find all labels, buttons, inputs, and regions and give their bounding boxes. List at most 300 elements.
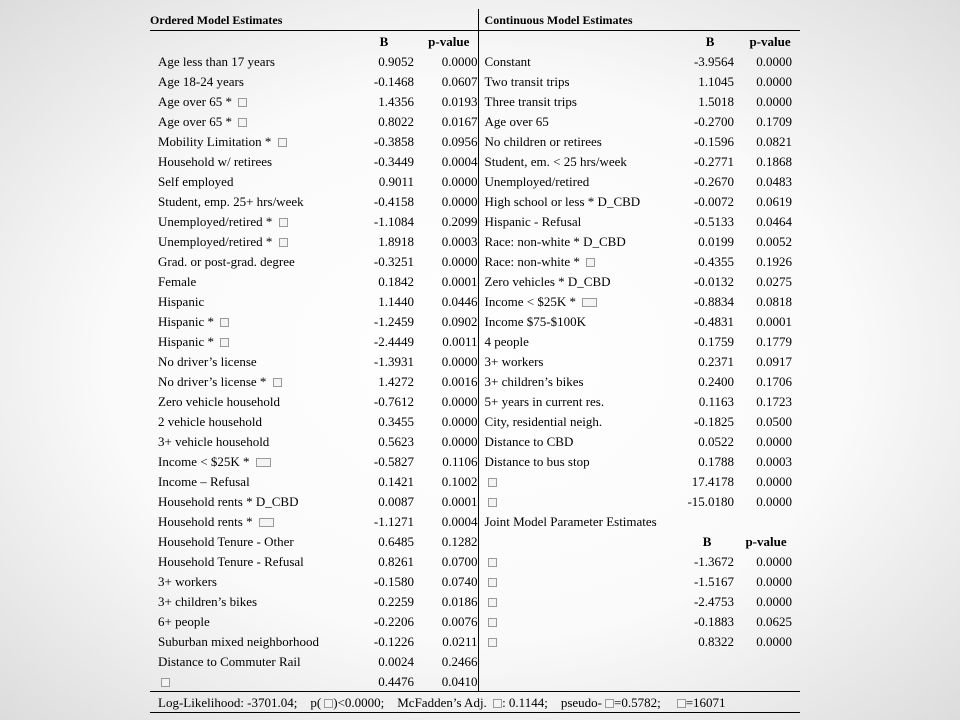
coef-b: -1.1084 — [373, 213, 414, 229]
table-row — [150, 671, 800, 692]
blank-cell — [150, 31, 348, 52]
variable-label: Hispanic - Refusal — [484, 213, 582, 229]
variable-name — [478, 71, 680, 91]
p-value: 0.0818 — [756, 293, 793, 309]
coef-b: -0.1226 — [373, 633, 414, 649]
coef-b: -0.3449 — [373, 153, 414, 169]
coef-b: 0.1759 — [698, 333, 735, 349]
table-row — [150, 451, 800, 471]
p-value: 0.0700 — [441, 553, 478, 569]
variable-name — [150, 251, 348, 271]
variable-label: 2 vehicle household — [158, 413, 262, 429]
p-value: 0.0000 — [756, 93, 793, 109]
estimates-table — [150, 9, 800, 713]
variable-label: Grad. or post-grad. degree — [158, 253, 295, 269]
variable-label: Female — [158, 273, 197, 289]
symbol-placeholder-icon — [488, 578, 497, 587]
coef-b: 0.0087 — [378, 493, 414, 509]
p-value: 0.0001 — [441, 273, 478, 289]
variable-name — [478, 251, 680, 271]
variable-label: Zero vehicles * D_CBD — [484, 273, 611, 289]
coef-b: 1.4356 — [378, 93, 414, 109]
coef-b: -0.4355 — [693, 253, 735, 269]
variable-label: No driver’s license — [158, 353, 257, 369]
variable-name — [150, 591, 348, 611]
variable-name — [478, 91, 680, 111]
coef-b: -1.5167 — [693, 573, 735, 589]
p-value: 0.0000 — [441, 173, 478, 189]
p-value: 0.1709 — [756, 113, 793, 129]
col-b-header: B — [702, 533, 712, 549]
symbol-placeholder-icon — [488, 478, 497, 487]
variable-name — [150, 471, 348, 491]
p-value: 0.0001 — [756, 313, 793, 329]
coef-b: -0.1580 — [373, 573, 414, 589]
variable-name — [478, 591, 680, 611]
symbol-placeholder-icon — [488, 498, 497, 507]
col-p-header: p-value — [428, 33, 470, 49]
symbol-placeholder-icon — [238, 98, 247, 107]
table-row — [150, 591, 800, 611]
coef-b: 0.5623 — [378, 433, 414, 449]
p-value: 0.0016 — [441, 373, 478, 389]
variable-name — [478, 391, 680, 411]
coef-b: -0.0132 — [693, 273, 735, 289]
p-value: 0.0000 — [441, 433, 478, 449]
variable-label: City, residential neigh. — [484, 413, 603, 429]
p-value — [740, 671, 800, 692]
coef-b: -0.4831 — [693, 313, 735, 329]
table-row — [150, 271, 800, 291]
variable-name — [478, 611, 680, 631]
variable-label: Age over 65 * — [158, 113, 236, 129]
coef-b — [680, 671, 740, 692]
coef-b: -1.3672 — [693, 553, 735, 569]
footer-mcfadden: McFadden’s Adj. — [397, 694, 491, 710]
variable-name — [478, 171, 680, 191]
symbol-placeholder-icon — [259, 518, 274, 527]
p-value: 0.0483 — [756, 173, 793, 189]
variable-label: Hispanic * — [158, 313, 218, 329]
symbol-placeholder-icon — [488, 598, 497, 607]
p-value: 0.0052 — [756, 233, 793, 249]
table-row — [150, 551, 800, 571]
variable-name — [478, 51, 680, 71]
table-row — [150, 171, 800, 191]
variable-name — [150, 131, 348, 151]
p-value: 0.0003 — [756, 453, 793, 469]
variable-label: Race: non-white * — [484, 253, 584, 269]
p-value: 0.0193 — [441, 93, 478, 109]
coef-b: -2.4753 — [693, 593, 735, 609]
table-row — [150, 611, 800, 631]
variable-name — [478, 351, 680, 371]
coef-b: 1.1045 — [698, 73, 735, 89]
table-row — [150, 51, 800, 71]
p-value: 0.2099 — [441, 213, 478, 229]
variable-name — [478, 231, 680, 251]
p-value: 0.0625 — [756, 613, 793, 629]
coef-b: -0.3251 — [373, 253, 414, 269]
variable-name — [478, 151, 680, 171]
variable-name — [478, 271, 680, 291]
variable-name — [478, 411, 680, 431]
table-row — [150, 251, 800, 271]
table-row — [150, 391, 800, 411]
variable-label: Unemployed/retired * — [158, 213, 276, 229]
coef-b: 0.1163 — [698, 393, 735, 409]
symbol-placeholder-icon — [278, 138, 287, 147]
coef-b: -0.4158 — [373, 193, 414, 209]
footer-p-open: p( — [310, 694, 322, 710]
variable-name — [150, 351, 348, 371]
coef-b: -15.0180 — [687, 493, 735, 509]
coef-b: -1.3931 — [373, 353, 414, 369]
coef-b: -0.2206 — [373, 613, 414, 629]
table-row — [150, 411, 800, 431]
p-value: 0.0956 — [441, 133, 478, 149]
coef-b: -0.3858 — [373, 133, 414, 149]
variable-label: Three transit trips — [484, 93, 577, 109]
variable-label: Household rents * D_CBD — [158, 493, 299, 509]
p-value: 0.0000 — [441, 413, 478, 429]
p-value: 0.0275 — [756, 273, 793, 289]
variable-name — [150, 611, 348, 631]
table-row — [150, 311, 800, 331]
symbol-placeholder-icon — [220, 338, 229, 347]
symbol-placeholder-icon — [279, 238, 288, 247]
footer-pseudo: pseudo- — [560, 694, 602, 710]
p-value: 0.0000 — [756, 553, 793, 569]
p-value: 0.0500 — [756, 413, 793, 429]
coef-b: 0.8022 — [378, 113, 414, 129]
symbol-placeholder-icon — [273, 378, 282, 387]
variable-label: Suburban mixed neighborhood — [158, 633, 320, 649]
coef-b — [680, 651, 740, 671]
variable-name — [150, 371, 348, 391]
coef-b: -0.1596 — [693, 133, 735, 149]
p-value: 0.0000 — [441, 193, 478, 209]
col-p-header: p-value — [745, 533, 787, 549]
symbol-placeholder-icon — [256, 458, 271, 467]
table-row — [150, 331, 800, 351]
coef-b: 1.5018 — [698, 93, 735, 109]
coef-b: 0.2400 — [698, 373, 735, 389]
table-header-row — [150, 9, 800, 31]
variable-label: Household w/ retirees — [158, 153, 273, 169]
p-value: 0.0000 — [441, 393, 478, 409]
coef-b: 0.6485 — [378, 533, 414, 549]
coef-b: -0.5827 — [373, 453, 414, 469]
variable-label: 4 people — [484, 333, 529, 349]
variable-name — [150, 531, 348, 551]
variable-name — [150, 151, 348, 171]
coef-b: 17.4178 — [691, 473, 735, 489]
variable-name — [478, 331, 680, 351]
variable-label: 3+ vehicle household — [158, 433, 270, 449]
table-row — [150, 111, 800, 131]
variable-label: 3+ workers — [158, 573, 217, 589]
table-row — [150, 91, 800, 111]
variable-name — [150, 411, 348, 431]
p-value: 0.0186 — [441, 593, 478, 609]
variable-label: Mobility Limitation * — [158, 133, 275, 149]
footer-loglik: Log-Likelihood: -3701.04; — [158, 694, 311, 710]
ordered-model-title: Ordered Model Estimates — [150, 9, 478, 31]
variable-label: Distance to Commuter Rail — [158, 653, 301, 669]
coef-b: 1.4272 — [378, 373, 414, 389]
variable-name — [150, 491, 348, 511]
coef-b: 0.0199 — [698, 233, 735, 249]
variable-name — [478, 531, 680, 551]
table-row — [150, 471, 800, 491]
fit-statistics — [150, 692, 800, 713]
coef-b: -2.4449 — [373, 333, 414, 349]
coef-b: 0.0024 — [378, 653, 414, 669]
variable-label: 3+ workers — [484, 353, 544, 369]
variable-name — [478, 671, 680, 692]
variable-name — [150, 211, 348, 231]
symbol-placeholder-icon — [220, 318, 229, 327]
variable-name — [150, 311, 348, 331]
coef-b: -0.2700 — [693, 113, 735, 129]
table-row — [150, 151, 800, 171]
p-value: 0.0607 — [441, 73, 478, 89]
footer-mcfadden-val: : 0.1144; — [502, 694, 561, 710]
p-value: 0.0000 — [756, 473, 793, 489]
variable-name — [150, 511, 348, 531]
footer-p-close: )<0.0000; — [333, 694, 398, 710]
variable-name — [478, 451, 680, 471]
coef-b: -0.2670 — [693, 173, 735, 189]
variable-name — [150, 671, 348, 692]
variable-name — [150, 551, 348, 571]
table-row — [150, 291, 800, 311]
coef-b: -0.0072 — [693, 193, 735, 209]
col-b-header: B — [705, 33, 715, 49]
variable-name — [150, 91, 348, 111]
table-row — [150, 211, 800, 231]
col-b-header: B — [379, 33, 389, 49]
symbol-placeholder-icon — [582, 298, 597, 307]
coef-b: 0.1788 — [698, 453, 735, 469]
table-row — [150, 651, 800, 671]
table-row — [150, 231, 800, 251]
variable-name — [150, 191, 348, 211]
coef-b: -0.1883 — [693, 613, 735, 629]
coef-b: 0.2371 — [698, 353, 735, 369]
p-value: 0.0410 — [441, 673, 478, 689]
symbol-placeholder-icon — [324, 699, 333, 708]
symbol-placeholder-icon — [161, 678, 170, 687]
p-value: 0.0000 — [756, 633, 793, 649]
table-row — [150, 431, 800, 451]
p-value — [740, 651, 800, 671]
variable-name — [478, 371, 680, 391]
coef-b: 0.2259 — [378, 593, 414, 609]
blank-cell — [478, 31, 680, 52]
variable-name — [150, 291, 348, 311]
coef-b: 0.0522 — [698, 433, 735, 449]
p-value: 0.0076 — [441, 613, 478, 629]
coef-b: -0.7612 — [373, 393, 414, 409]
variable-name — [150, 431, 348, 451]
footer-row — [150, 692, 800, 713]
p-value: 0.0167 — [441, 113, 478, 129]
p-value: 0.1282 — [441, 533, 478, 549]
coef-b: -0.1468 — [373, 73, 414, 89]
coef-b: -0.5133 — [693, 213, 735, 229]
table-row — [150, 571, 800, 591]
coef-b: 0.4476 — [378, 673, 414, 689]
variable-name — [478, 291, 680, 311]
joint-model-title: Joint Model Parameter Estimates — [478, 511, 800, 531]
symbol-placeholder-icon — [493, 699, 502, 708]
variable-name — [478, 571, 680, 591]
symbol-placeholder-icon — [488, 558, 497, 567]
coef-b: 0.9011 — [378, 173, 414, 189]
variable-label: Distance to bus stop — [484, 453, 590, 469]
variable-label: Unemployed/retired * — [158, 233, 276, 249]
table-row — [150, 511, 800, 531]
p-value: 0.1723 — [756, 393, 793, 409]
variable-label: Zero vehicle household — [158, 393, 281, 409]
footer-pseudo-val: =0.5782; — [613, 694, 674, 710]
variable-label: Race: non-white * D_CBD — [484, 233, 626, 249]
variable-label: 3+ children’s bikes — [484, 373, 584, 389]
variable-name — [150, 451, 348, 471]
coef-b: 1.1440 — [378, 293, 414, 309]
variable-label: 6+ people — [158, 613, 210, 629]
variable-name — [150, 71, 348, 91]
coef-b: 0.3455 — [378, 413, 414, 429]
variable-name — [478, 111, 680, 131]
symbol-placeholder-icon — [677, 699, 686, 708]
footer-n-val: =16071 — [685, 694, 726, 710]
coef-b: 0.9052 — [378, 53, 414, 69]
variable-name — [150, 391, 348, 411]
variable-name — [478, 471, 680, 491]
coef-b: -0.1825 — [693, 413, 735, 429]
p-value: 0.1106 — [442, 453, 478, 469]
p-value: 0.0000 — [756, 593, 793, 609]
variable-name — [478, 491, 680, 511]
table-row — [150, 351, 800, 371]
table-row — [150, 131, 800, 151]
coef-b: 0.1421 — [378, 473, 414, 489]
column-header-row — [150, 31, 800, 52]
variable-label: Distance to CBD — [484, 433, 574, 449]
variable-label: Household rents * — [158, 513, 256, 529]
variable-name — [478, 311, 680, 331]
table-row — [150, 531, 800, 551]
variable-name — [150, 171, 348, 191]
coef-b: -1.1271 — [373, 513, 414, 529]
p-value: 0.2466 — [441, 653, 478, 669]
coef-b: -1.2459 — [373, 313, 414, 329]
symbol-placeholder-icon — [238, 118, 247, 127]
variable-name — [478, 191, 680, 211]
variable-label: Income $75-$100K — [484, 313, 586, 329]
p-value: 0.0004 — [441, 153, 478, 169]
variable-label: Unemployed/retired — [484, 173, 590, 189]
p-value: 0.0000 — [441, 353, 478, 369]
p-value: 0.0211 — [442, 633, 478, 649]
variable-label: Hispanic — [158, 293, 205, 309]
variable-label: Two transit trips — [484, 73, 570, 89]
variable-name — [150, 51, 348, 71]
variable-name — [150, 631, 348, 651]
p-value: 0.1706 — [756, 373, 793, 389]
variable-label: Household Tenure - Refusal — [158, 553, 304, 569]
variable-name — [150, 271, 348, 291]
variable-name — [478, 651, 680, 671]
table-row — [150, 631, 800, 651]
p-value: 0.0000 — [756, 493, 793, 509]
variable-name — [150, 651, 348, 671]
p-value: 0.0917 — [756, 353, 793, 369]
p-value: 0.0000 — [756, 53, 793, 69]
variable-label: Self employed — [158, 173, 234, 189]
p-value: 0.0000 — [756, 433, 793, 449]
symbol-placeholder-icon — [279, 218, 288, 227]
p-value: 0.0821 — [756, 133, 793, 149]
variable-label: No driver’s license * — [158, 373, 270, 389]
variable-label: Age 18-24 years — [158, 73, 244, 89]
variable-label: High school or less * D_CBD — [484, 193, 641, 209]
variable-label: Household Tenure - Other — [158, 533, 294, 549]
p-value: 0.1926 — [756, 253, 793, 269]
symbol-placeholder-icon — [488, 638, 497, 647]
p-value: 0.0446 — [441, 293, 478, 309]
p-value: 0.0902 — [441, 313, 478, 329]
p-value: 0.0003 — [441, 233, 478, 249]
table-row — [150, 71, 800, 91]
variable-name — [478, 431, 680, 451]
p-value: 0.1779 — [756, 333, 793, 349]
variable-name — [478, 551, 680, 571]
coef-b: 0.8261 — [378, 553, 414, 569]
variable-name — [478, 131, 680, 151]
variable-label: No children or retirees — [484, 133, 602, 149]
col-p-header: p-value — [749, 33, 791, 49]
variable-label: Constant — [484, 53, 531, 69]
p-value: 0.0000 — [756, 73, 793, 89]
p-value: 0.0464 — [756, 213, 793, 229]
p-value: 0.0000 — [756, 573, 793, 589]
p-value: 0.0619 — [756, 193, 793, 209]
p-value: 0.0011 — [442, 333, 478, 349]
coef-b: 1.8918 — [378, 233, 414, 249]
coef-b: 0.1842 — [378, 273, 414, 289]
coef-b: -3.9564 — [693, 53, 735, 69]
p-value: 0.0740 — [441, 573, 478, 589]
variable-label: Income < $25K * — [484, 293, 580, 309]
variable-label: Age less than 17 years — [158, 53, 275, 69]
symbol-placeholder-icon — [488, 618, 497, 627]
variable-name — [478, 631, 680, 651]
coef-b: -0.8834 — [693, 293, 735, 309]
p-value: 0.1002 — [441, 473, 478, 489]
variable-label: Age over 65 * — [158, 93, 236, 109]
p-value: 0.0000 — [441, 53, 478, 69]
variable-label: Student, emp. 25+ hrs/week — [158, 193, 304, 209]
coef-b: 0.8322 — [698, 633, 735, 649]
variable-label: 5+ years in current res. — [484, 393, 605, 409]
variable-label: Income < $25K * — [158, 453, 253, 469]
variable-label: Income – Refusal — [158, 473, 250, 489]
variable-label: Age over 65 — [484, 113, 549, 129]
